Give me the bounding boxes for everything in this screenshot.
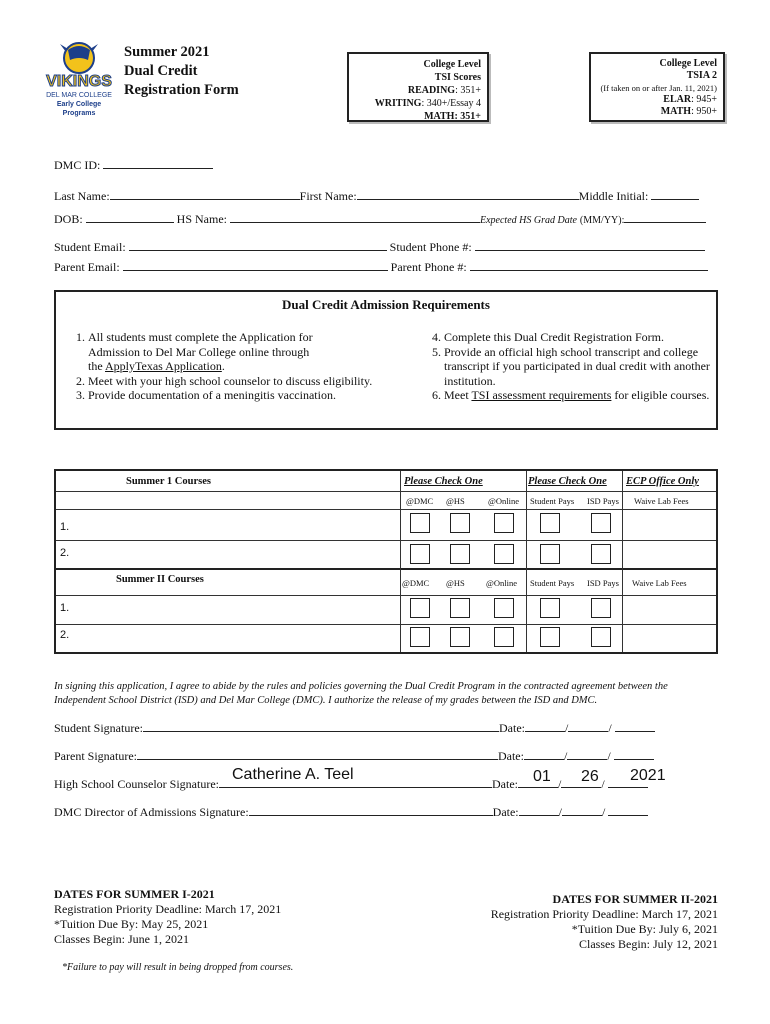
applytexas-link[interactable]: ApplyTexas Application <box>105 359 222 374</box>
counselor-month-value: 01 <box>533 768 551 785</box>
form-title <box>124 43 239 100</box>
first-name-input[interactable] <box>357 189 579 200</box>
tsia-note: (If taken on or after Jan. 11, 2021) <box>600 83 717 93</box>
student-signature-label: Student Signature: <box>54 721 143 735</box>
summer1-dates <box>54 887 281 947</box>
requirements-list-right <box>412 330 744 403</box>
logo-name: VIKINGS <box>46 73 112 90</box>
summer1-priority: Registration Priority Deadline: March 17, 2021 <box>54 902 282 916</box>
logo-line-1: DEL MAR COLLEGE <box>46 92 112 99</box>
col-dmc: @DMC <box>406 496 434 506</box>
logo-line-2: Early College <box>56 101 102 108</box>
col-student-pays-2: Student Pays <box>530 578 575 588</box>
summer1-tuition: *Tuition Due By: May 25, 2021 <box>54 917 209 931</box>
director-date-month[interactable] <box>519 805 559 816</box>
s1-r1-dmc-checkbox[interactable] <box>410 513 430 533</box>
director-date-year[interactable] <box>608 805 648 816</box>
student-email-label: Student Email: <box>54 240 126 254</box>
consent-statement: In signing this application, I agree to abide by the rules and policies governing the Dual Credit Program in the contracted agreement between the Independent School District (ISD) and Del Mar College (DMC). I authorize the release of my grades between the ISD and DMC. <box>54 681 668 706</box>
director-signature-row: DMC Director of Admissions Signature: Date: / / <box>54 805 648 820</box>
student-phone-input[interactable] <box>475 240 705 251</box>
s1-r2-hs-checkbox[interactable] <box>450 544 470 564</box>
payment-footnote: *Failure to pay will result in being dropped from courses. <box>62 962 294 973</box>
s1-r1-hs-checkbox[interactable] <box>450 513 470 533</box>
tsi-title: College Level <box>423 59 481 70</box>
student-email-input[interactable] <box>129 240 387 251</box>
col-online: @Online <box>488 496 519 506</box>
check-one-header-2: Please Check One <box>528 476 607 487</box>
middle-initial-input[interactable] <box>651 189 699 200</box>
col-isd-pays: ISD Pays <box>587 496 619 506</box>
requirement-4: 4. Complete this Dual Credit Registration Form. <box>444 330 744 345</box>
summer2-priority: Registration Priority Deadline: March 17, 2021 <box>490 907 718 921</box>
counselor-signature-label: High School Counselor Signature: <box>54 777 219 791</box>
tsi-scores-box <box>347 52 489 122</box>
requirement-2: 2. Meet with your high school counselor to discuss eligibility. <box>88 374 388 389</box>
vikings-logo <box>38 40 120 120</box>
parent-contact-row <box>54 260 708 275</box>
s2-r1-hs-checkbox[interactable] <box>450 598 470 618</box>
dob-input[interactable] <box>86 212 174 223</box>
parent-signature-label: Parent Signature: <box>54 749 137 763</box>
s2-r1-online-checkbox[interactable] <box>494 598 514 618</box>
s1-r2-student-pays-checkbox[interactable] <box>540 544 560 564</box>
requirements-list-left <box>56 330 388 403</box>
s2-r2-isd-pays-checkbox[interactable] <box>591 627 611 647</box>
col-online-2: @Online <box>486 578 517 588</box>
student-phone-label: Student Phone #: <box>389 240 472 254</box>
director-date-day[interactable] <box>562 805 602 816</box>
grad-date-input[interactable] <box>624 212 706 223</box>
col-hs: @HS <box>446 496 465 506</box>
s2-r2-dmc-checkbox[interactable] <box>410 627 430 647</box>
tsia2-box <box>589 52 725 122</box>
counselor-year-value: 2021 <box>630 767 666 784</box>
col-waive: Waive Lab Fees <box>634 496 689 506</box>
student-signature-input[interactable] <box>143 721 499 732</box>
col-dmc-2: @DMC <box>402 578 430 588</box>
s1-r1-student-pays-checkbox[interactable] <box>540 513 560 533</box>
s1-r2-dmc-checkbox[interactable] <box>410 544 430 564</box>
summer2-classes: Classes Begin: July 12, 2021 <box>578 937 718 951</box>
student-contact-row <box>54 240 705 255</box>
tsi-writing: WRITING: 340+/Essay 4 <box>374 98 481 109</box>
summer2-dates-title: DATES FOR SUMMER II-2021 <box>552 892 718 906</box>
parent-phone-label: Parent Phone #: <box>390 260 467 274</box>
logo-line-3: Programs <box>62 110 96 117</box>
director-signature-label: DMC Director of Admissions Signature: <box>54 805 249 819</box>
student-signature-row: Student Signature: Date: / / <box>54 721 655 736</box>
title-line-1: Summer 2021 <box>124 44 210 60</box>
parent-email-input[interactable] <box>123 260 388 271</box>
last-name-label: Last Name: <box>54 189 110 203</box>
summer2-header: Summer II Courses <box>116 574 204 585</box>
col-student-pays: Student Pays <box>530 496 575 506</box>
s2-r2-hs-checkbox[interactable] <box>450 627 470 647</box>
parent-phone-input[interactable] <box>470 260 708 271</box>
requirements-box <box>54 290 718 430</box>
student-date-month[interactable] <box>525 721 565 732</box>
tsi-subtitle: TSI Scores <box>434 72 481 83</box>
col-isd-pays-2: ISD Pays <box>587 578 619 588</box>
col-waive-2: Waive Lab Fees <box>632 578 687 588</box>
director-signature-input[interactable] <box>249 805 493 816</box>
parent-email-label: Parent Email: <box>54 260 120 274</box>
tsi-requirements-link[interactable]: TSI assessment requirements <box>471 388 612 403</box>
s2-r2-online-checkbox[interactable] <box>494 627 514 647</box>
counselor-day-value: 26 <box>581 768 599 785</box>
tsi-math: MATH: 351+ <box>424 111 481 122</box>
dob-row: DOB: HS Name: Expected HS Grad Date (MM/YY): <box>54 212 706 227</box>
s2-r1-isd-pays-checkbox[interactable] <box>591 598 611 618</box>
hs-name-input[interactable] <box>230 212 480 223</box>
parent-signature-row: Parent Signature: Date: / / <box>54 749 654 764</box>
summer2-row-2: 2. <box>60 629 70 641</box>
summer1-classes: Classes Begin: June 1, 2021 <box>54 932 189 946</box>
s2-r1-dmc-checkbox[interactable] <box>410 598 430 618</box>
courses-table <box>54 469 718 654</box>
middle-initial-label: Middle Initial: <box>578 189 649 203</box>
parent-signature-input[interactable] <box>137 749 498 760</box>
s2-r1-student-pays-checkbox[interactable] <box>540 598 560 618</box>
parent-date-month[interactable] <box>524 749 564 760</box>
hs-name-label: HS Name: <box>176 212 227 226</box>
s1-r1-online-checkbox[interactable] <box>494 513 514 533</box>
requirement-6: 6. Meet TSI assessment requirements for eligible courses. <box>444 388 744 403</box>
last-name-input[interactable] <box>110 189 300 200</box>
summer1-row-1: 1. <box>60 521 70 533</box>
tsia-elar: ELAR: 945+ <box>663 94 717 105</box>
requirements-title: Dual Credit Admission Requirements <box>282 297 490 312</box>
title-line-3: Registration Form <box>124 82 239 98</box>
tsi-reading: READING: 351+ <box>407 85 481 96</box>
name-row <box>54 189 699 204</box>
tsia-title: College Level <box>659 58 717 69</box>
ecp-header: ECP Office Only <box>626 476 699 487</box>
title-line-2: Dual Credit <box>124 63 198 79</box>
s1-r2-online-checkbox[interactable] <box>494 544 514 564</box>
summer1-row-2: 2. <box>60 547 70 559</box>
student-date-day[interactable] <box>568 721 608 732</box>
requirement-1: 1. All students must complete the Application for Admission to Del Mar College online through the ApplyTexas Application. <box>88 330 388 374</box>
s1-r2-isd-pays-checkbox[interactable] <box>591 544 611 564</box>
requirement-5: 5. Provide an official high school transcript and college transcript if you participated in dual credit with another institution. <box>444 345 744 389</box>
parent-date-day[interactable] <box>567 749 607 760</box>
check-one-header-1: Please Check One <box>404 476 483 487</box>
grad-date-label: Expected HS Grad Date <box>480 215 577 226</box>
summer1-dates-title: DATES FOR SUMMER I-2021 <box>54 887 215 901</box>
summer2-row-1: 1. <box>60 602 70 614</box>
counselor-signature-row: High School Counselor Signature: Date: / / <box>54 777 648 792</box>
requirement-3: 3. Provide documentation of a meningitis vaccination. <box>88 388 388 403</box>
tsia-math: MATH: 950+ <box>660 106 717 117</box>
col-hs-2: @HS <box>446 578 465 588</box>
counselor-name-value: Catherine A. Teel <box>232 766 354 783</box>
student-date-year[interactable] <box>615 721 655 732</box>
s2-r2-student-pays-checkbox[interactable] <box>540 627 560 647</box>
summer2-dates <box>491 892 718 952</box>
parent-date-year[interactable] <box>614 749 654 760</box>
dmc-id-field[interactable]: DMC ID: <box>54 158 213 173</box>
s1-r1-isd-pays-checkbox[interactable] <box>591 513 611 533</box>
dob-label: DOB: <box>54 212 83 226</box>
tsia-subtitle: TSIA 2 <box>686 70 717 81</box>
summer1-header: Summer 1 Courses <box>126 476 211 487</box>
summer2-tuition: *Tuition Due By: July 6, 2021 <box>571 922 718 936</box>
first-name-label: First Name: <box>299 189 357 203</box>
